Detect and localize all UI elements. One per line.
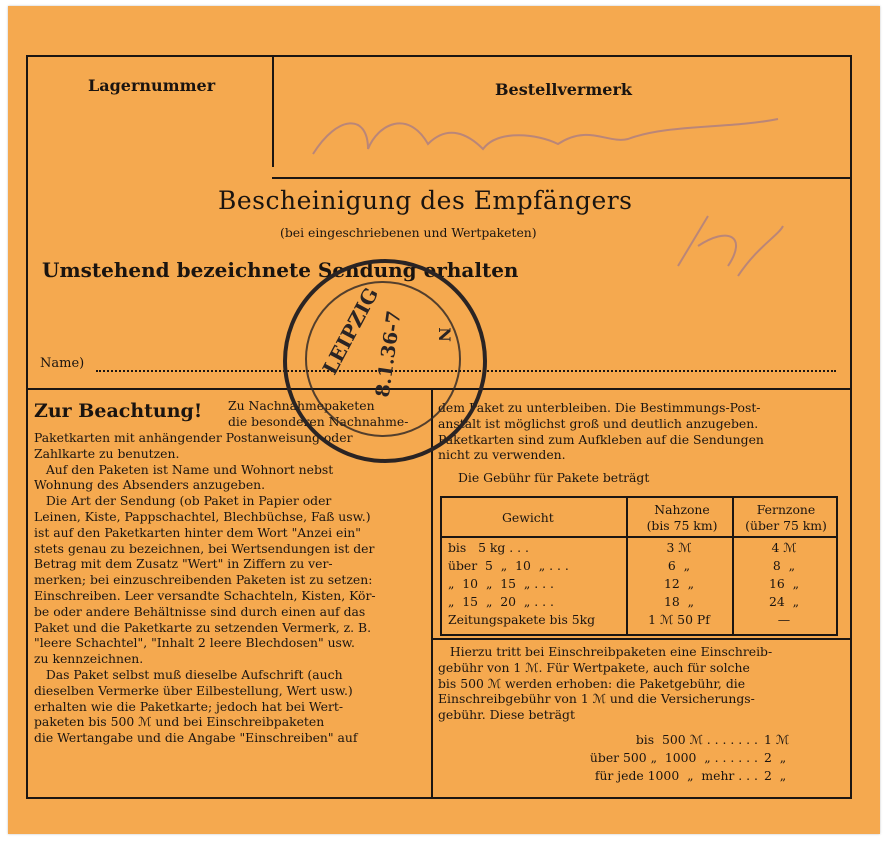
fee-cell-far: 8 „ [772, 558, 796, 573]
registered-text [438, 644, 848, 723]
notes-left-line: ist auf den Paketkarten hinter dem Wort "Anzei ein" [34, 524, 361, 540]
fee-cell-weight: bis 5 kg . . . [448, 540, 529, 555]
notes-left-line: Paketkarten mit anhängender Postanweisung oder [34, 430, 353, 445]
insurance-rate-value: 2 „ [764, 750, 787, 765]
handwritten-signature [308, 104, 788, 174]
storage-number-label: Lagernummer [88, 76, 216, 95]
fee-cell-weight: „ 10 „ 15 „ . . . [448, 576, 554, 591]
leipzig-postmark [283, 259, 487, 463]
received-text: Umstehend bezeichnete Sendung erhalten [42, 258, 519, 282]
notes-left-line: paketen bis 500 ℳ und bei Einschreibpaketen [34, 714, 325, 730]
notes-left-line: merken; bei einzuschreibenden Paketen ist zu setzen: [34, 572, 373, 588]
insurance-rate-value: 1 ℳ [764, 732, 790, 747]
registered-line: Hierzu tritt bei Einschreibpaketen eine Einschreib- [438, 644, 773, 659]
fee-cell-far: — [777, 612, 791, 627]
notes-left-line: stets genau zu bezeichnen, bei Wertsendungen ist der [34, 540, 375, 556]
notes-left-line: Auf den Paketen ist Name und Wohnort nebst [34, 461, 334, 477]
notes-left-line: Leinen, Kiste, Pappschachtel, Blechbüchse, Faß usw.) [34, 508, 371, 524]
registered-line: Einschreibgebühr von 1 ℳ und die Versicherungs- [438, 691, 755, 707]
postmark-date: 8.1.36-7 [371, 309, 406, 399]
fee-cell-near: 12 „ [663, 576, 695, 591]
fee-cell-near: 3 ℳ [666, 540, 692, 555]
certificate-subtitle: (bei eingeschriebenen und Wertpaketen) [280, 225, 537, 240]
notes-intro-2: die besonderen Nachnahme- [228, 414, 409, 429]
insurance-rate-row [508, 750, 838, 768]
postmark-city: LEIPZIG [317, 283, 384, 379]
fee-cell-weight: Zeitungspakete bis 5kg [448, 612, 596, 627]
notes-left-text [34, 430, 430, 746]
fee-cell-far: 4 ℳ [771, 540, 797, 555]
notes-left-line: zu kennzeichnen. [34, 651, 144, 667]
notes-left-line: erhalten wie die Paketkarte; jedoch hat bei Wert- [34, 698, 344, 714]
fee-cell-near: 1 ℳ 50 Pf [648, 612, 710, 627]
notes-left-line: Paket und die Paketkarte zu setzenden Vermerk, z. B. [34, 619, 372, 635]
header-bottom-rule [272, 177, 852, 179]
insurance-rate-row [508, 732, 838, 750]
fee-cell-near: 18 „ [663, 594, 695, 609]
notes-left-line: Die Art der Sendung (ob Paket in Papier oder [34, 493, 332, 509]
fee-header-far: Fernzone (über 75 km) [745, 502, 827, 533]
fee-table-col-1 [626, 498, 628, 634]
certificate-title: Bescheinigung des Empfängers [218, 186, 633, 215]
notes-intro-1: Zu Nachnahmepaketen [228, 398, 375, 413]
fee-cell-near: 6 „ [667, 558, 691, 573]
notes-left-line: dieselben Vermerke über Eilbestellung, Wert usw.) [34, 682, 353, 698]
fee-table-bottom-rule [431, 638, 852, 640]
order-note-label: Bestellvermerk [495, 80, 632, 99]
postmark-code: N [434, 327, 454, 342]
parcel-card [8, 6, 880, 834]
fee-caption: Die Gebühr für Pakete beträgt [458, 470, 650, 485]
notes-title: Zur Beachtung! [34, 400, 203, 422]
fee-header-weight: Gewicht [502, 510, 554, 525]
fee-table-col-2 [732, 498, 734, 634]
fee-cell-weight: „ 15 „ 20 „ . . . [448, 594, 554, 609]
notes-right-line: Paketkarten sind zum Aufkleben auf die Sendungen [438, 431, 764, 447]
notes-right-text [438, 400, 848, 463]
fee-table [440, 496, 838, 636]
notes-left-line: Wohnung des Absenders anzugeben. [34, 477, 266, 493]
notes-right-line: dem Paket zu unterbleiben. Die Bestimmungs-Post- [438, 400, 761, 415]
notes-left-line: Betrag mit dem Zusatz "Wert" in Ziffern zu ver- [34, 556, 333, 572]
fee-header-near: Nahzone (bis 75 km) [646, 502, 718, 533]
insurance-rate-value: 2 „ [764, 768, 787, 783]
notes-left-line: die Wertangabe und die Angabe "Einschreiben" auf [34, 730, 358, 746]
insurance-rates [508, 732, 838, 786]
notes-right-line: anstalt ist möglichst groß und deutlich anzugeben. [438, 415, 759, 431]
fee-cell-far: 24 „ [768, 594, 800, 609]
insurance-rate-label: über 500 „ 1000 „ . . . . . . [589, 750, 758, 765]
notes-left-line: Zahlkarte zu benutzen. [34, 445, 180, 461]
insurance-rate-label: für jede 1000 „ mehr . . . [594, 768, 758, 783]
fee-table-header-rule [442, 536, 836, 538]
notes-left-line: Einschreiben. Leer versandte Schachteln, Kisten, Kör- [34, 587, 376, 603]
notes-right-line: nicht zu verwenden. [438, 447, 566, 463]
notes-left-line: Das Paket selbst muß dieselbe Aufschrift (auch [34, 666, 343, 682]
insurance-rate-row [508, 768, 838, 786]
insurance-rate-label: bis 500 ℳ . . . . . . . [635, 732, 758, 747]
notes-left-line: "leere Schachtel", "Inhalt 2 leere Blechdosen" usw. [34, 635, 355, 651]
registered-line: gebühr. Diese beträgt [438, 707, 575, 723]
registered-line: gebühr von 1 ℳ. Für Wertpakete, auch für solche [438, 659, 750, 675]
name-label: Name) [40, 356, 85, 371]
fee-cell-weight: über 5 „ 10 „ . . . [448, 558, 569, 573]
fee-cell-far: 16 „ [768, 576, 800, 591]
notes-left-line: be oder andere Behältnisse sind durch einen auf das [34, 603, 366, 619]
registered-line: bis 500 ℳ werden erhoben: die Paketgebühr, die [438, 675, 746, 691]
header-divider [272, 55, 274, 167]
handwritten-mark [668, 206, 788, 286]
